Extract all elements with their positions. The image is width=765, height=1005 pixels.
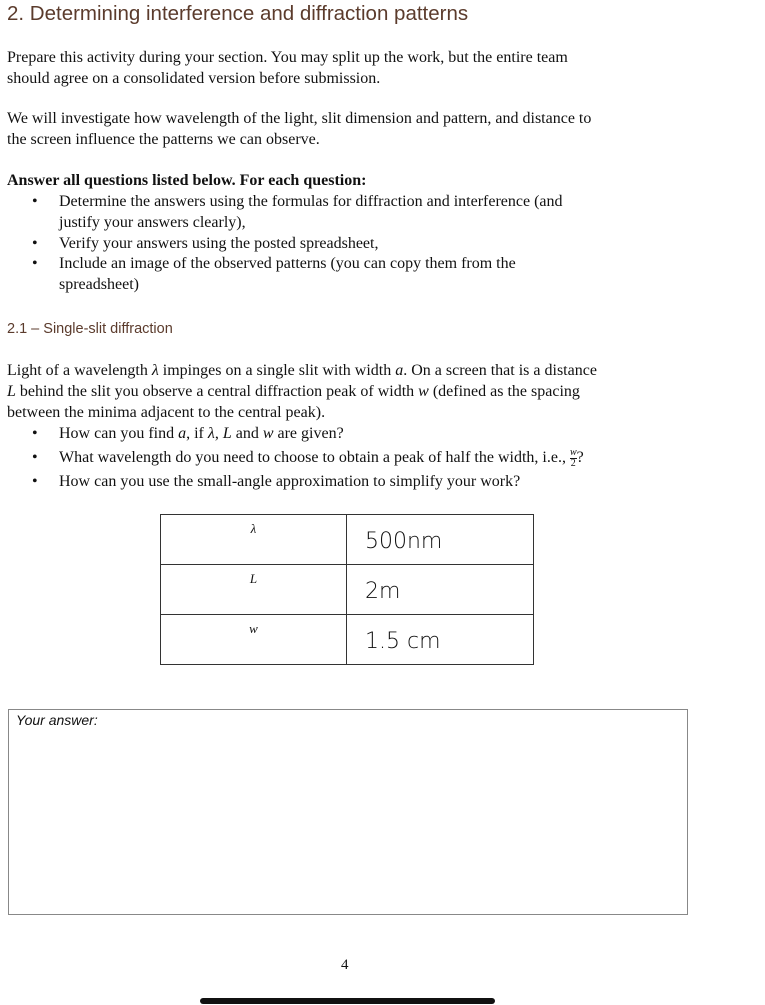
intro-paragraph: [7, 48, 697, 90]
text-line: We will investigate how wavelength of the light, slit dimension and pattern, and distance to: [7, 110, 592, 127]
home-indicator[interactable]: [200, 998, 495, 1004]
subheading: 2.1 – Single-slit diffraction: [7, 321, 173, 337]
problem-paragraph: Light of a wavelength λ impinges on a single slit with width a. On a screen that is a distance L behind the slit you observe a central diffraction peak of width w (defined as the spacing between the minima adjacent to the central peak).: [7, 362, 597, 421]
handwritten-value: 1.5 cm: [347, 615, 534, 665]
handwritten-value: 2m: [347, 565, 534, 615]
answer-box[interactable]: [8, 709, 688, 915]
text-line: Prepare this activity during your section. You may split up the work, but the entire team: [7, 49, 568, 66]
list-item: • How can you find a, if λ, L and w are given?: [7, 424, 707, 445]
table-row: [161, 515, 534, 565]
table-key: L: [161, 565, 347, 615]
list-item: • How can you use the small-angle approximation to simplify your work?: [7, 472, 707, 493]
text-line: the screen influence the patterns we can observe.: [7, 130, 320, 148]
handwritten-value: 500nm: [347, 515, 534, 565]
instructions-title: Answer all questions listed below. For each question:: [7, 172, 367, 189]
questions-list: [7, 424, 707, 493]
table-key: w: [161, 615, 347, 665]
list-item: • What wavelength do you need to choose to obtain a peak of half the width, i.e., $\frac{w}{2}$ ?: [7, 448, 707, 469]
table-row: [161, 565, 534, 615]
page-number: 4: [341, 957, 349, 973]
text-line: should agree on a consolidated version before submission.: [7, 69, 381, 87]
instructions-list: [7, 192, 697, 296]
table-key: λ: [161, 515, 347, 565]
list-item: • Verify your answers using the posted spreadsheet,: [7, 234, 697, 255]
list-item: • Include an image of the observed patterns (you can copy them from the spreadsheet): [7, 254, 697, 296]
fraction: $\frac{w}{2}$: [569, 446, 577, 469]
section-heading: 2. Determining interference and diffraction patterns: [7, 2, 469, 25]
investigate-paragraph: [7, 109, 697, 151]
list-item: • Determine the answers using the formulas for diffraction and interference (and justify your answers clearly),: [7, 192, 697, 234]
table-row: [161, 615, 534, 665]
answer-label: Your answer:: [16, 712, 98, 728]
values-table: [160, 514, 534, 665]
